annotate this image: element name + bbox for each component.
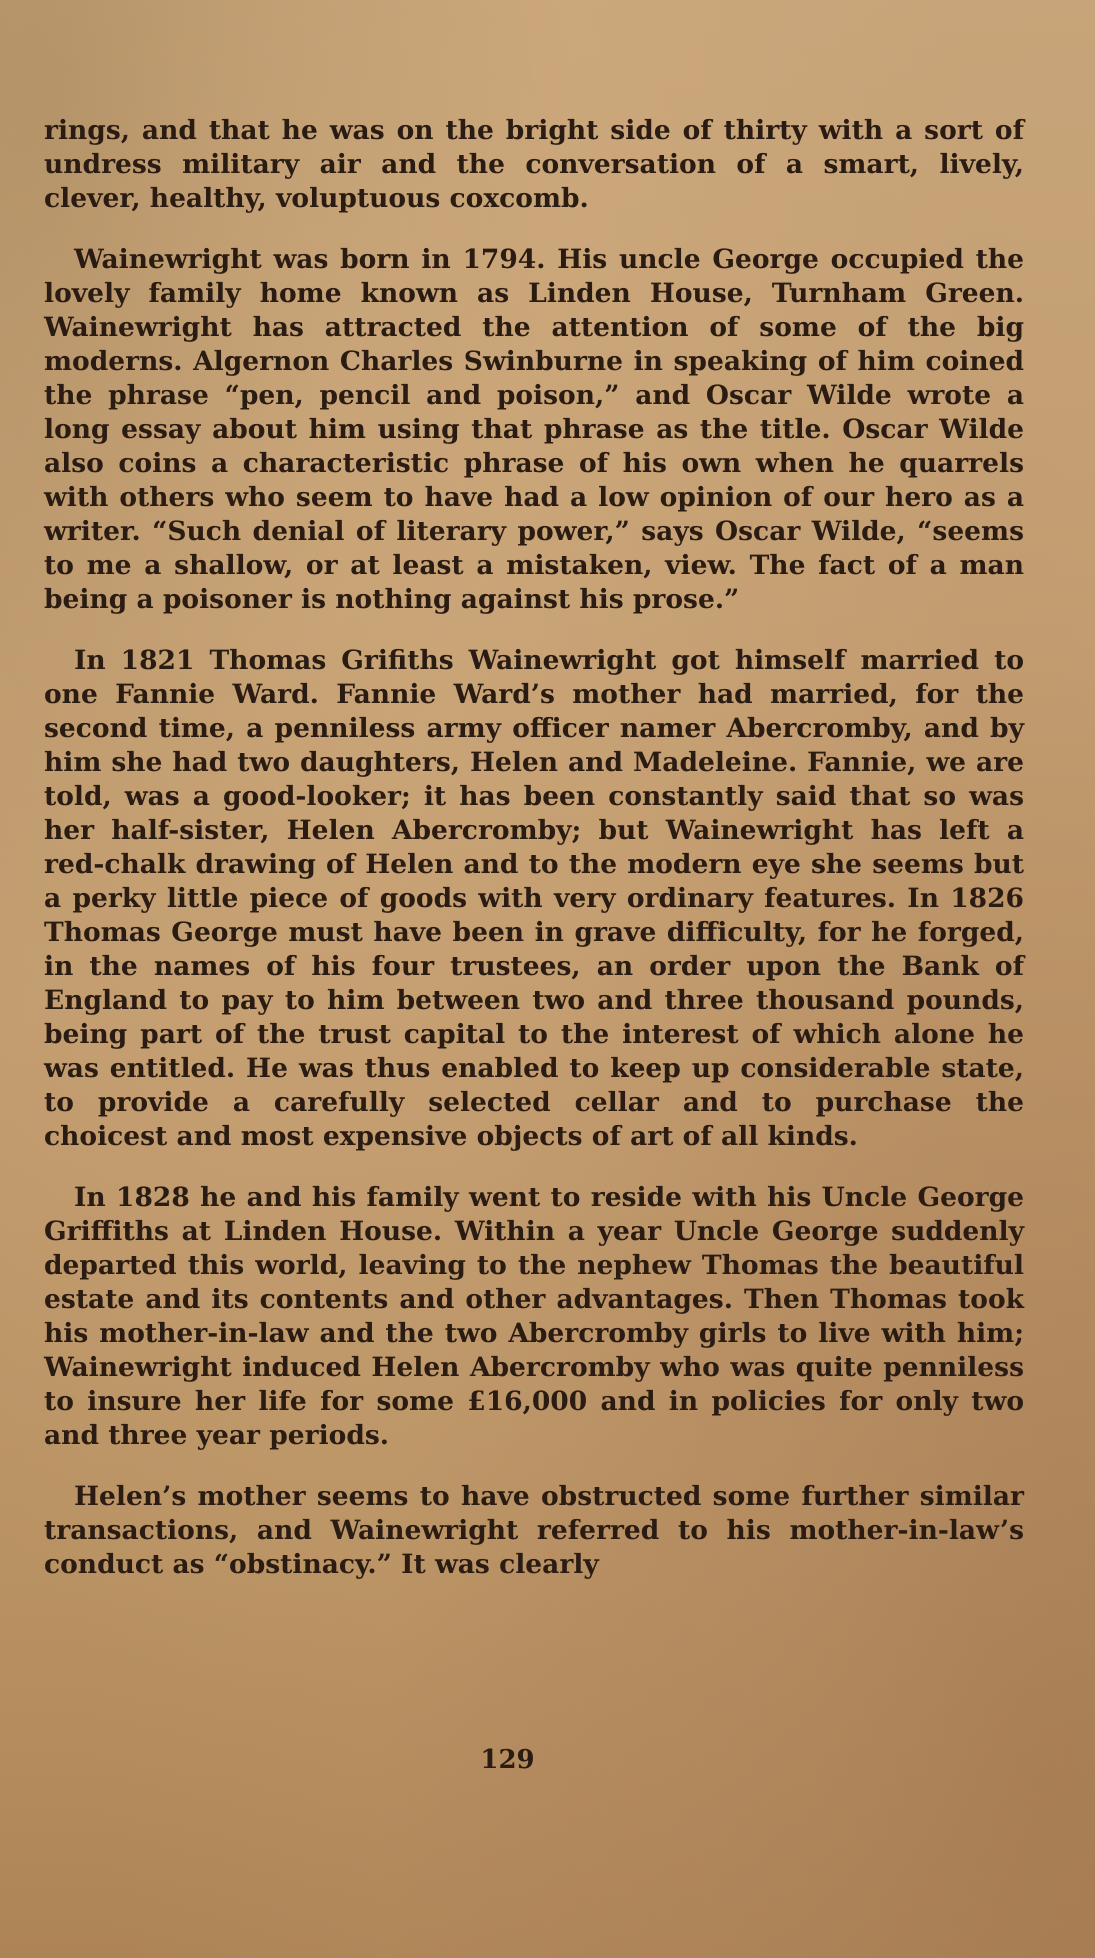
paragraph-3: In 1821 Thomas Grifiths Wainewright got himself married to one Fannie Ward. Fannie Ward’s mother had married, for the second time, a penniless army officer namer Abercromby, and by him she had two daughters, Helen and Madeleine. Fannie, we are told, was a good-looker; it has been constantly said that so was her half-sister, Helen Abercromby; but Wainewright has left a red-chalk drawing of Helen and to the modern eye she seems but a perky little piece of goods with very ordinary features. In 1826 Thomas George must have been in grave difficulty, for he forged, in the names of his four trustees, an order upon the Bank of England to pay to him between two and three thousand pounds, being part of the trust capital to the interest of which alone he was entitled. He was thus enabled to keep up considerable state, to provide a carefully selected cellar and to purchase the choicest and most expensive objects of art of all kinds.: [44, 645, 1024, 1152]
paragraph-2: Wainewright was born in 1794. His uncle George occupied the lovely family home known as Linden House, Turnham Green. Wainewright has attracted the attention of some of the big moderns. Algernon Charles Swinburne in speaking of him coined the phrase “pen, pencil and poison,” and Oscar Wilde wrote a long essay about him using that phrase as the title. Oscar Wilde also coins a characteristic phrase of his own when he quarrels with others who seem to have had a low opinion of our hero as a writer. “Such denial of literary power,” says Oscar Wilde, “seems to me a shallow, or at least a mistaken, view. The fact of a man being a poisoner is nothing against his prose.”: [44, 244, 1024, 615]
body-text: [44, 114, 1024, 1609]
page-number: 129: [480, 1745, 535, 1775]
paragraph-4: In 1828 he and his family went to reside with his Uncle George Griffiths at Linden House. Within a year Uncle George suddenly departed this world, leaving to the nephew Thomas the beautiful estate and its contents and other advantages. Then Thomas took his mother-in-law and the two Abercromby girls to live with him; Wainewright induced Helen Abercromby who was quite penniless to insure her life for some £16,000 and in policies for only two and three year periods.: [44, 1182, 1024, 1451]
paragraph-5: Helen’s mother seems to have obstructed some further similar transactions, and Wainewright referred to his mother-in-law’s conduct as “obstinacy.” It was clearly: [44, 1481, 1024, 1580]
paragraph-1: rings, and that he was on the bright side of thirty with a sort of undress military air and the conversation of a smart, lively, clever, healthy, voluptuous coxcomb.: [44, 115, 1024, 214]
